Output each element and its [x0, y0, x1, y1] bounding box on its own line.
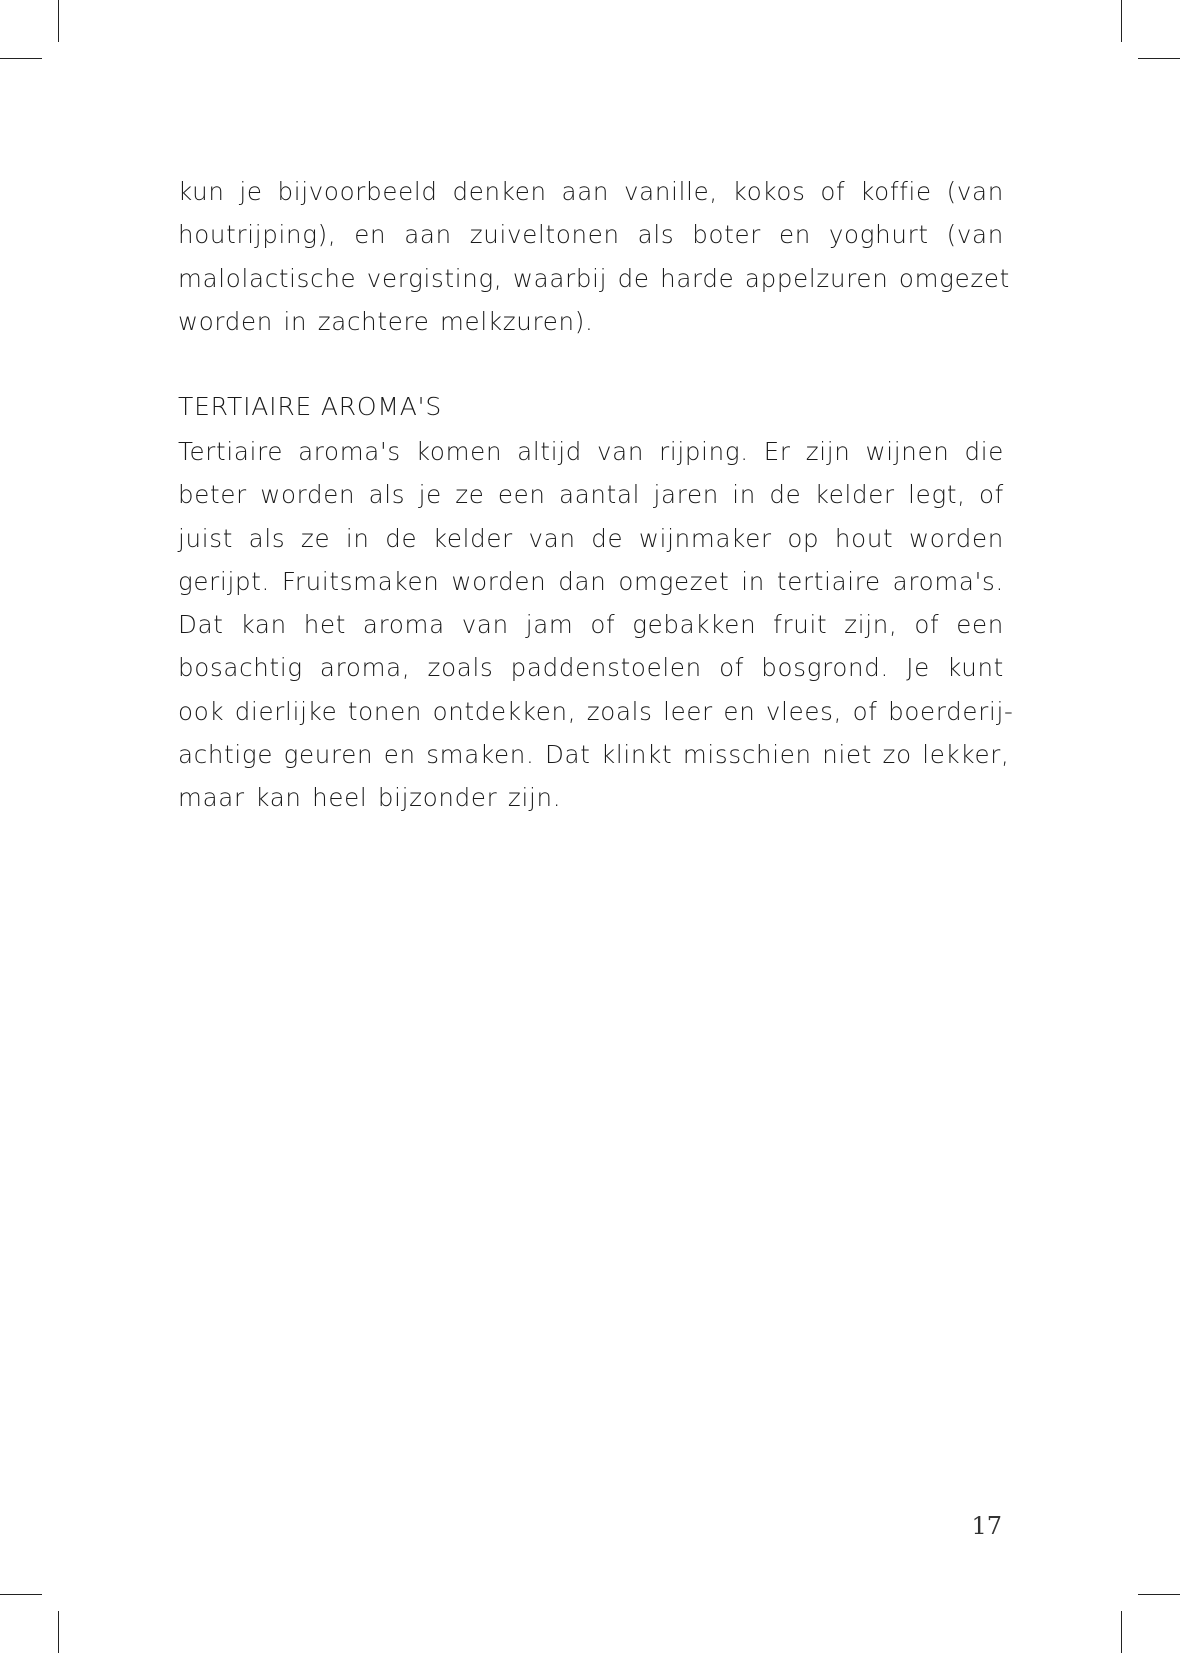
paragraph-line: achtige geuren en smaken. Dat klinkt misschien niet zo lekker,	[178, 740, 1010, 770]
paragraph-line: beter worden als je ze een aantal jaren in de kelder legt, of	[178, 480, 1004, 510]
crop-mark-bottom-left-vertical	[58, 1611, 59, 1653]
paragraph-line: gerijpt. Fruitsmaken worden dan omgezet in tertiaire aroma's.	[178, 566, 1004, 596]
section-paragraph	[178, 430, 1014, 820]
page-number: 17	[971, 1512, 1002, 1540]
crop-mark-top-right-horizontal	[1138, 58, 1180, 59]
crop-mark-bottom-left-horizontal	[0, 1594, 42, 1595]
crop-mark-bottom-right-vertical	[1121, 1611, 1122, 1653]
paragraph-line: juist als ze in de kelder van de wijnmaker op hout worden	[178, 523, 1004, 553]
crop-mark-top-right-vertical	[1121, 0, 1122, 42]
paragraph-line: bosachtig aroma, zoals paddenstoelen of bosgrond. Je kunt	[178, 653, 1004, 683]
section-heading: TERTIAIRE AROMA'S	[178, 392, 443, 421]
paragraph-line: houtrijping), en aan zuiveltonen als boter en yoghurt (van	[178, 220, 1004, 250]
continuation-paragraph	[178, 170, 1010, 343]
paragraph-line: maar kan heel bijzonder zijn.	[178, 783, 562, 813]
paragraph-line: ook dierlijke tonen ontdekken, zoals leer en vlees, of boerderij-	[178, 696, 1014, 726]
paragraph-line: Dat kan het aroma van jam of gebakken fruit zijn, of een	[178, 610, 1004, 640]
paragraph-line: worden in zachtere melkzuren).	[178, 306, 594, 336]
crop-mark-top-left-horizontal	[0, 58, 42, 59]
paragraph-line: Tertiaire aroma's komen altijd van rijping. Er zijn wijnen die	[178, 437, 1004, 466]
paragraph-line: kun je bijvoorbeeld denken aan vanille, kokos of koffie (van	[178, 177, 1004, 206]
paragraph-line: malolactische vergisting, waarbij de harde appelzuren omgezet	[178, 263, 1010, 293]
crop-mark-top-left-vertical	[58, 0, 59, 42]
crop-mark-bottom-right-horizontal	[1138, 1594, 1180, 1595]
